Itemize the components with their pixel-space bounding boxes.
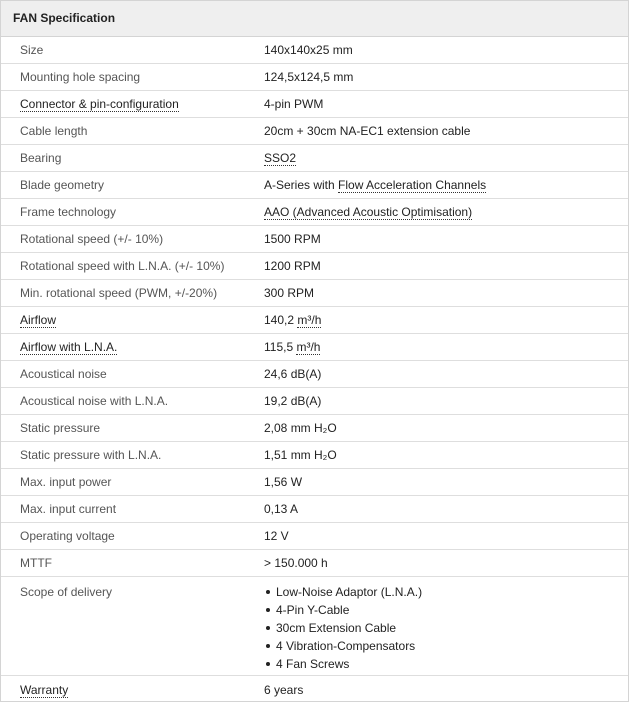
table-row [1,91,628,118]
row-label: Size [20,43,44,57]
row-value: 1,51 mm H₂O [264,448,337,462]
table-row [1,226,628,253]
row-label: MTTF [20,556,52,570]
row-label: Bearing [20,151,62,165]
table-row [1,118,628,145]
row-value [264,340,628,354]
row-value: 1,56 W [264,475,303,489]
row-value: 20cm + 30cm NA-EC1 extension cable [264,124,471,138]
row-value: 19,2 dB(A) [264,394,322,408]
row-value [264,178,628,192]
row-value [264,205,628,219]
row-value: 1200 RPM [264,259,321,273]
row-value [264,583,628,673]
row-label: Scope of delivery [20,585,113,599]
row-value: 300 RPM [264,286,315,300]
row-value: 124,5x124,5 mm [264,70,354,84]
table-row [1,64,628,91]
table-row [1,469,628,496]
row-label: Max. input power [20,475,112,489]
row-value: 6 years [264,682,304,697]
table-row [1,550,628,577]
row-value [264,151,628,165]
connector-term-link[interactable]: Connector & pin-configuration [20,97,179,111]
value-text: 140,2 [264,313,298,327]
row-label-link[interactable] [1,683,264,697]
row-value: 0,13 A [264,502,299,516]
list-item: 4 Fan Screws [276,655,628,673]
flow-channels-term-link[interactable]: Flow Acceleration Channels [338,178,487,192]
table-row [1,676,628,703]
row-label: Acoustical noise [20,367,107,381]
table-row [1,172,628,199]
row-label: Acoustical noise with L.N.A. [20,394,169,408]
row-value: 1500 RPM [264,232,321,246]
row-label: Cable length [20,124,88,138]
value-text: A-Series with [264,178,339,192]
table-row [1,334,628,361]
warranty-term-link[interactable]: Warranty [20,682,69,697]
delivery-list [264,583,628,673]
row-value [264,313,628,327]
table-row [1,280,628,307]
table-row [1,145,628,172]
table-row [1,307,628,334]
list-item: 30cm Extension Cable [276,619,628,637]
table-row [1,361,628,388]
table-row [1,415,628,442]
row-label: Frame technology [20,205,117,219]
row-label: Max. input current [20,502,117,516]
list-item: Low-Noise Adaptor (L.N.A.) [276,583,628,601]
table-row [1,496,628,523]
row-label: Blade geometry [20,178,105,192]
row-value: 2,08 mm H₂O [264,421,337,435]
row-label-link[interactable] [1,97,264,111]
row-label-link[interactable] [1,340,264,354]
row-value: 140x140x25 mm [264,43,353,57]
table-row [1,199,628,226]
row-label: Mounting hole spacing [20,70,141,84]
table-row [1,442,628,469]
list-item: 4-Pin Y-Cable [276,601,628,619]
aao-term-link[interactable]: AAO (Advanced Acoustic Optimisation) [264,205,473,219]
row-label: Min. rotational speed (PWM, +/-20%) [20,286,218,300]
airflow-lna-term-link[interactable]: Airflow with L.N.A. [20,340,118,354]
row-label-link[interactable] [1,313,264,327]
row-label: Rotational speed (+/- 10%) [20,232,164,246]
value-text: 115,5 [264,340,297,354]
table-row [1,37,628,64]
table-row [1,388,628,415]
row-value: > 150.000 h [264,556,328,570]
row-value: 4-pin PWM [264,97,324,111]
row-label: Static pressure with L.N.A. [20,448,162,462]
row-value: 24,6 dB(A) [264,367,322,381]
bearing-term-link[interactable]: SSO2 [264,151,297,165]
unit-term-link[interactable]: m³/h [296,340,321,354]
list-item: 4 Vibration-Compensators [276,637,628,655]
row-label: Static pressure [20,421,101,435]
row-label: Operating voltage [20,529,115,543]
row-label: Rotational speed with L.N.A. (+/- 10%) [20,259,225,273]
table-row [1,523,628,550]
table-row [1,577,628,676]
table-row [1,253,628,280]
row-value: 12 V [264,529,289,543]
airflow-term-link[interactable]: Airflow [20,313,57,327]
unit-term-link[interactable]: m³/h [297,313,322,327]
table-title: FAN Specification [1,1,628,37]
